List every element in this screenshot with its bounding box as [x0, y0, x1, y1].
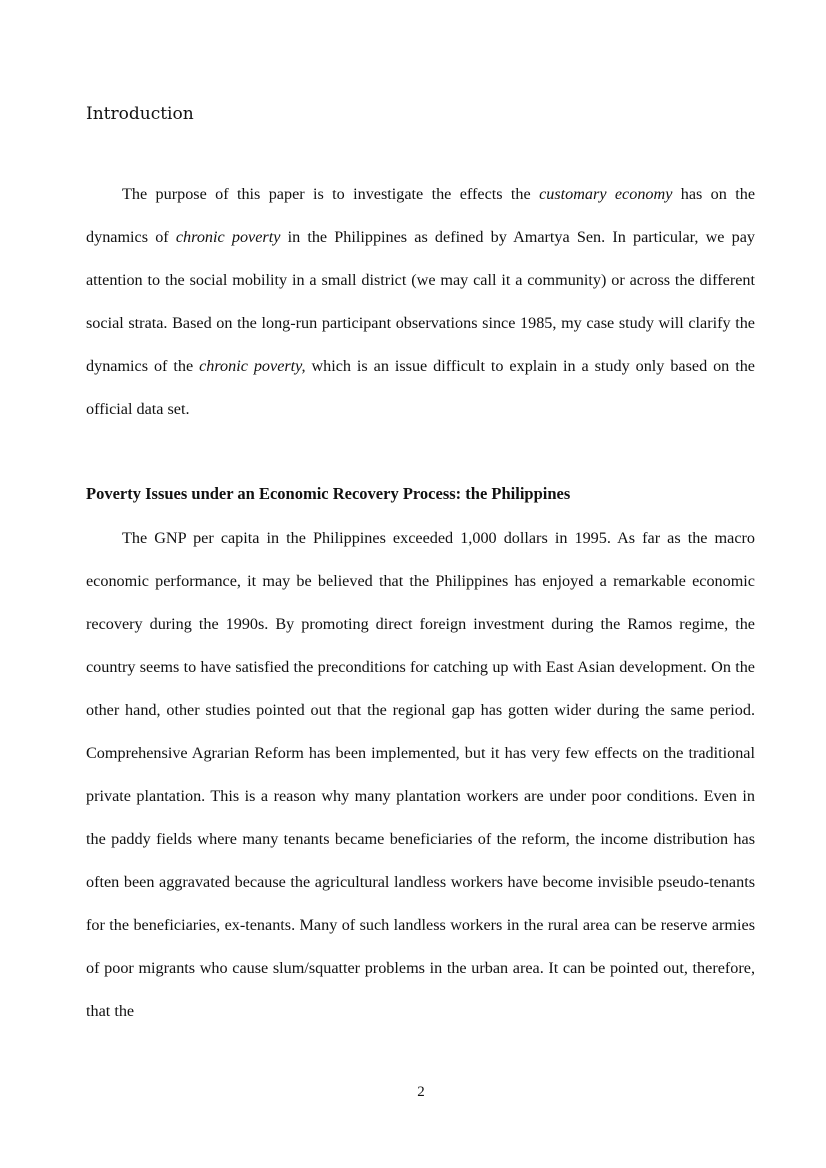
intro-emphasis-customary-economy: customary economy	[539, 185, 673, 203]
intro-text-3: in the Philippines as defined by Amartya Sen. In particular, we pay attention to the social mobility in a small district (we may call it a community) or across the different social strata. Based on the long-run participant observations since 1985, my case study will clarify the dynamics of the	[86, 228, 755, 375]
intro-text-4: which is an issue difficult to explain in a study only based on the official data set.	[86, 357, 755, 418]
intro-emphasis-chronic-poverty: chronic poverty	[175, 228, 281, 246]
page-number: 2	[417, 1084, 425, 1100]
introduction-paragraph	[86, 173, 755, 431]
poverty-issues-paragraph: The GNP per capita in the Philippines exceeded 1,000 dollars in 1995. As far as the macro economic performance, it may be believed that the Philippines has enjoyed a remarkable economic recovery during the 1990s. By promoting direct foreign investment during the Ramos regime, the country seems to have satisfied the preconditions for catching up with East Asian development. On the other hand, other studies pointed out that the regional gap has gotten wider during the same period. Comprehensive Agrarian Reform has been implemented, but it has very few effects on the traditional private plantation. This is a reason why many plantation workers are under poor conditions. Even in the paddy fields where many tenants became beneficiaries of the reform, the income distribution has often been aggravated because the agricultural landless workers have become invisible pseudo-tenants for the beneficiaries, ex-tenants. Many of such landless workers in the rural area can be reserve armies of poor migrants who cause slum/squatter problems in the urban area. It can be pointed out, therefore, that the	[86, 529, 755, 1020]
introduction-heading: Introduction	[86, 104, 194, 124]
intro-text-1: The purpose of this paper is to investigate the effects the	[122, 185, 540, 203]
poverty-issues-heading: Poverty Issues under an Economic Recovery Process: the Philippines	[86, 484, 571, 503]
intro-emphasis-chronic-poverty-2: chronic poverty,	[199, 357, 306, 375]
intro-text-2: has on the dynamics of	[86, 185, 755, 246]
